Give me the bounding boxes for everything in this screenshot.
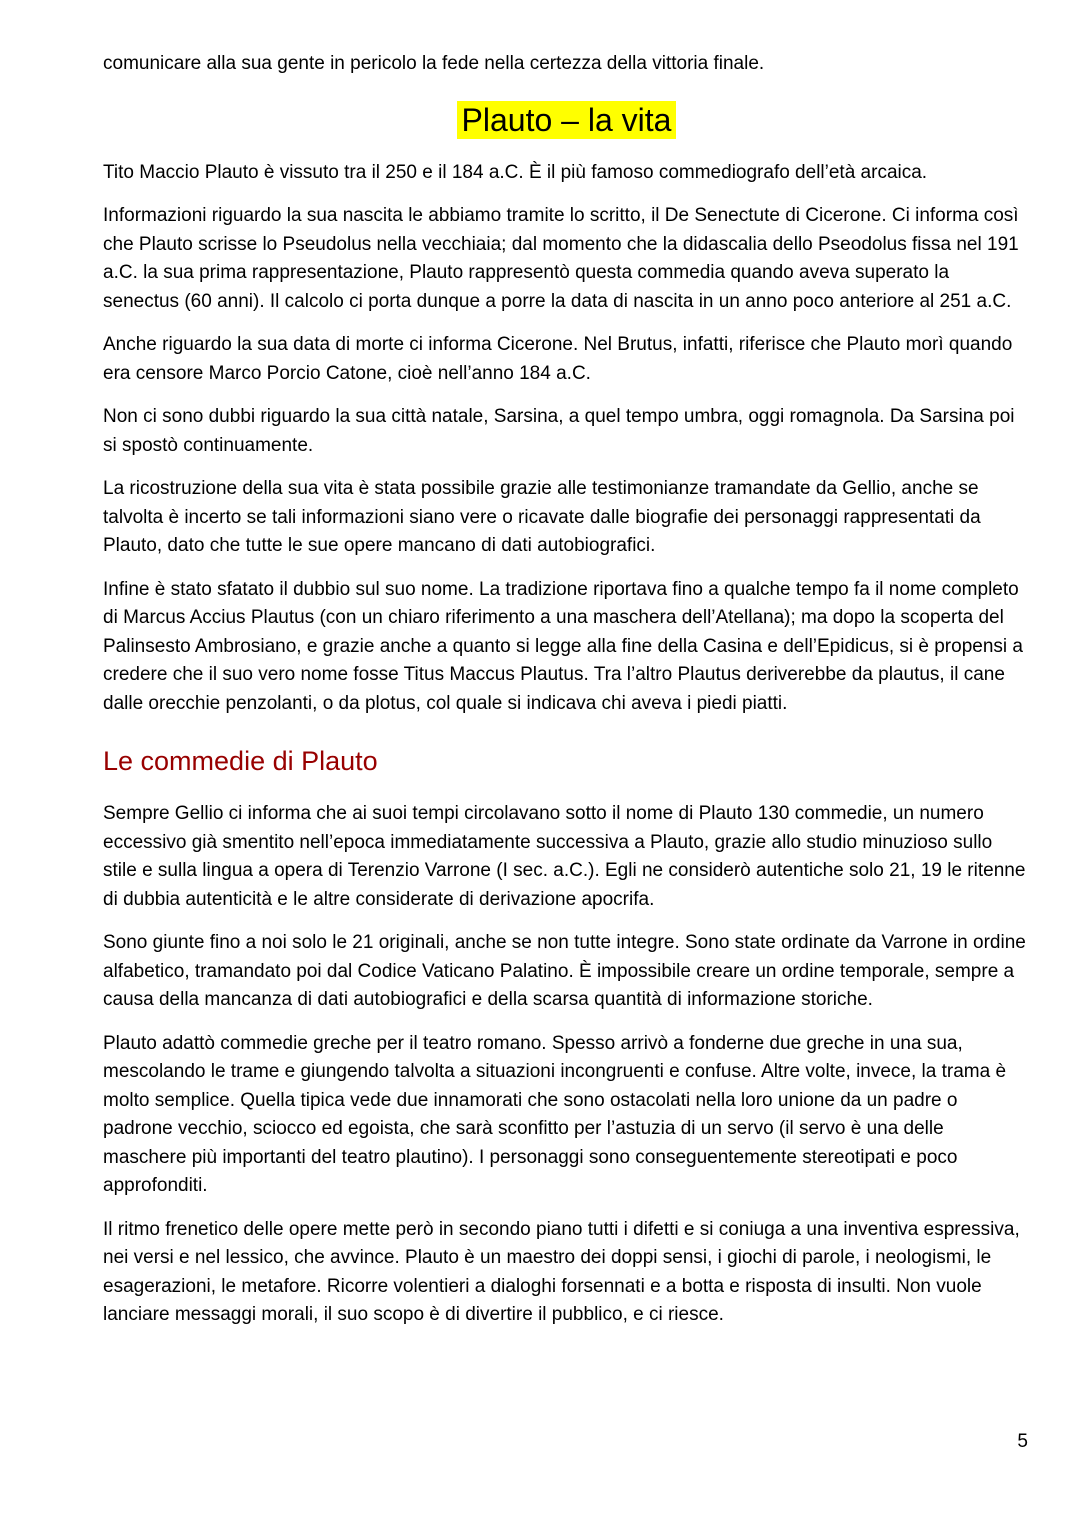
paragraph-commedie-2: Sono giunte fino a noi solo le 21 originali, anche se non tutte integre. Sono state ordinate da Varrone in ordine alfabetico, tramandato poi dal Codice Vaticano Palatino. È impossibile creare un ordine temporale, sempre a causa della mancanza di dati autobiografici e della scarsa quantità di informazione storiche. bbox=[103, 932, 1026, 1010]
paragraph-vita-5: La ricostruzione della sua vita è stata possibile grazie alle testimonianze tramandate da Gellio, anche se talvolta è incerto se tali informazioni siano vere o ricavate dalle biografie dei personaggi rappresentati da Plauto, dato che tutte le sue opere mancano di dati autobiografici. bbox=[103, 478, 981, 556]
paragraph-commedie-3: Plauto adattò commedie greche per il teatro romano. Spesso arrivò a fonderne due greche in una sua, mescolando le trame e giungendo talvolta a situazioni incongruenti e confuse. Altre volte, invece, la trama è molto semplice. Quella tipica vede due innamorati che sono ostacolati nella loro unione da un padre o padrone vecchio, sciocco ed egoista, che sarà sconfitto per l’astuzia di un servo (il servo è una delle maschere più importanti del teatro plautino). I personaggi sono conseguentemente stereotipati e poco approfonditi. bbox=[103, 1032, 1007, 1196]
paragraph-vita-3: Anche riguardo la sua data di morte ci informa Cicerone. Nel Brutus, infatti, riferisce che Plauto morì quando era censore Marco Porcio Catone, cioè nell’anno 184 a.C. bbox=[103, 334, 1013, 384]
paragraph-commedie-4: Il ritmo frenetico delle opere mette però in secondo piano tutti i difetti e si coniuga a una inventiva espressiva, nei versi e nel lessico, che avvince. Plauto è un maestro dei doppi sensi, i giochi di parole, i neologismi, le esagerazioni, le metafore. Ricorre volentieri a dialoghi forsennati e a botta e risposta di insulti. Non vuole lanciare messaggi morali, il suo scopo è di divertire il pubblico, e ci riesce. bbox=[103, 1218, 1020, 1325]
paragraph-vita-4: Non ci sono dubbi riguardo la sua città natale, Sarsina, a quel tempo umbra, oggi romagnola. Da Sarsina poi si spostò continuamente. bbox=[103, 406, 1015, 456]
section-heading-commedie: Le commedie di Plauto bbox=[103, 746, 378, 776]
paragraph-vita-2: Informazioni riguardo la sua nascita le abbiamo tramite lo scritto, il De Senectute di Cicerone. Ci informa così che Plauto scrisse lo Pseudolus nella vecchiaia; dal momento che la didascalia dello Pseodolus fissa nel 191 a.C. la sua prima rappresentazione, Plauto rappresentò questa commedia quando aveva superato la senectus (60 anni). Il calcolo ci porta dunque a porre la data di nascita in un anno poco anteriore al 251 a.C. bbox=[103, 205, 1019, 312]
paragraph-commedie-1: Sempre Gellio ci informa che ai suoi tempi circolavano sotto il nome di Plauto 130 commedie, un numero eccessivo già smentito nell’epoca immediatamente successiva a Plauto, grazie allo studio minuzioso sullo stile e sulla lingua a opera di Terenzio Varrone (I sec. a.C.). Egli ne considerò autentiche solo 21, 19 le ritenne di dubbia autenticità e le altre considerate di derivazione apocrifa. bbox=[103, 803, 1026, 910]
paragraph-vita-1: Tito Maccio Plauto è vissuto tra il 250 e il 184 a.C. È il più famoso commediografo dell’età arcaica. bbox=[103, 161, 928, 183]
paragraph-vita-6: Infine è stato sfatato il dubbio sul suo nome. La tradizione riportava fino a qualche tempo fa il nome completo di Marcus Accius Plautus (con un chiaro riferimento a una maschera dell’Atellana); ma dopo la scoperta del Palinsesto Ambrosiano, e grazie anche a quanto si legge alla fine della Casina e dell’Epidicus, si è propensi a credere che il suo vero nome fosse Titus Maccus Plautus. Tra l’altro Plautus deriverebbe da plautus, il cane dalle orecchie penzolanti, o da plotus, col quale si indicava chi aveva i piedi piatti. bbox=[103, 578, 1023, 714]
paragraph-lead: comunicare alla sua gente in pericolo la fede nella certezza della vittoria finale. bbox=[103, 53, 765, 74]
document-title bbox=[103, 100, 1030, 140]
page-number: 5 bbox=[1017, 1431, 1028, 1452]
highlighted-title-text: Plauto – la vita bbox=[457, 101, 677, 139]
